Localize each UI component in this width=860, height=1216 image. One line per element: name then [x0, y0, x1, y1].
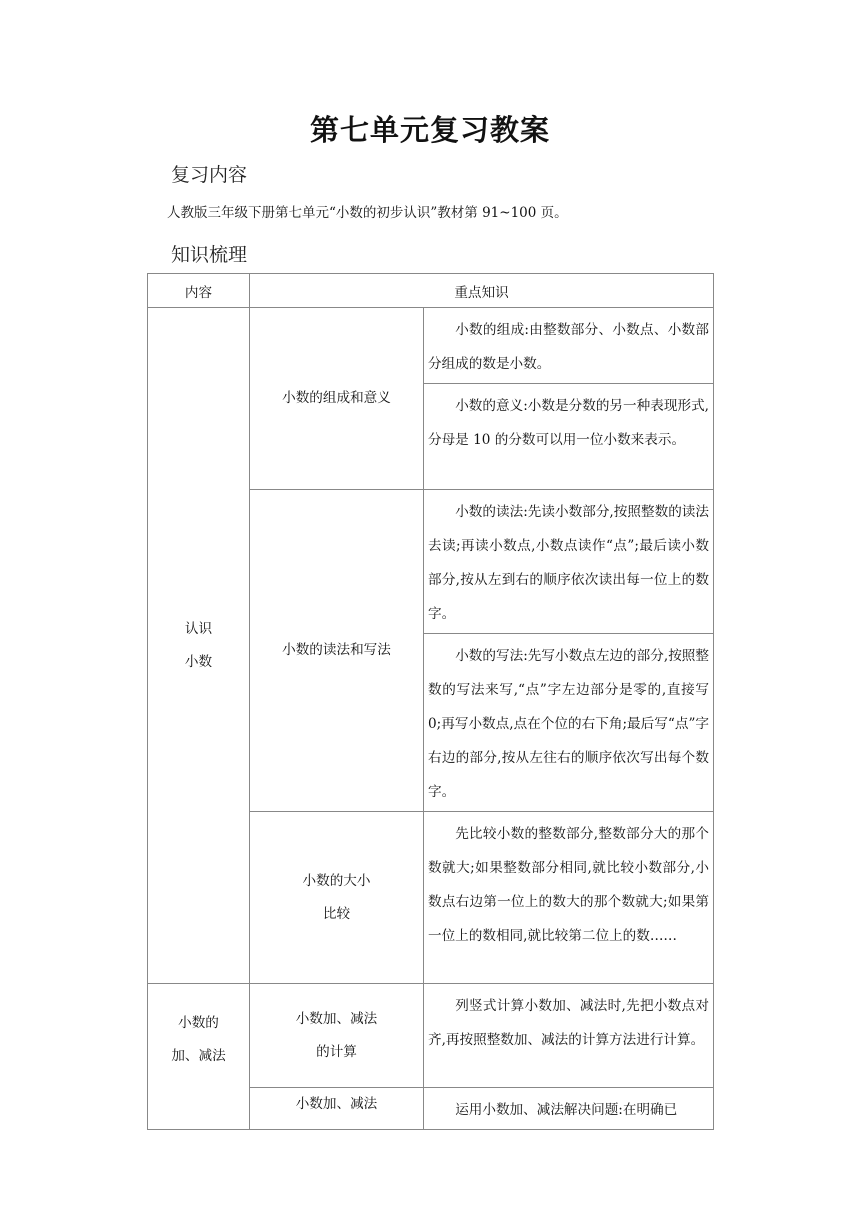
knowledge-cell: 小数的意义:小数是分数的另一种表现形式,分母是 10 的分数可以用一位小数来表示。	[424, 384, 714, 490]
group-label-line: 小数的	[178, 1014, 219, 1031]
knowledge-cell: 小数的读法:先读小数部分,按照整数的读法去读;再读小数点,小数点读作“点”;最后读小数部分,按从左到右的顺序依次读出每一位上的数字。	[424, 490, 714, 634]
header-key-knowledge: 重点知识	[250, 274, 714, 308]
group-label-line: 认识	[184, 620, 213, 637]
table-header-row	[148, 274, 714, 308]
section-heading-content: 复习内容	[171, 164, 248, 186]
topic-cell: 小数的组成和意义	[250, 308, 424, 490]
topic-label-line: 小数的大小	[302, 872, 371, 889]
header-content: 内容	[148, 274, 250, 308]
group-cell-recognize-decimals	[148, 308, 250, 984]
group-label-line: 加、减法	[171, 1047, 226, 1064]
intro-paragraph: 人教版三年级下册第七单元“小数的初步认识”教材第 91~100 页。	[167, 205, 568, 221]
knowledge-cell: 运用小数加、减法解决问题:在明确已	[424, 1088, 714, 1130]
topic-label-line: 的计算	[316, 1043, 357, 1060]
topic-label-line: 小数加、减法	[295, 1010, 378, 1027]
knowledge-table	[147, 273, 714, 1130]
topic-cell	[250, 812, 424, 984]
table-row	[148, 308, 714, 384]
topic-label-line: 比较	[322, 905, 351, 922]
knowledge-cell: 小数的组成:由整数部分、小数点、小数部分组成的数是小数。	[424, 308, 714, 384]
section-heading-knowledge: 知识梳理	[171, 244, 248, 266]
knowledge-cell: 小数的写法:先写小数点左边的部分,按照整数的写法来写,“点”字左边部分是零的,直接写 0;再写小数点,点在个位的右下角;最后写“点”字右边的部分,按从左往右的顺序依次写出每个数字。	[424, 634, 714, 812]
table-row	[148, 984, 714, 1088]
page-title: 第七单元复习教案	[309, 113, 550, 147]
knowledge-cell: 先比较小数的整数部分,整数部分大的那个数就大;如果整数部分相同,就比较小数部分,小数点右边第一位上的数大的那个数就大;如果第一位上的数相同,就比较第二位上的数……	[424, 812, 714, 984]
topic-cell: 小数加、减法	[250, 1088, 424, 1130]
topic-cell	[250, 984, 424, 1088]
group-cell-decimal-add-sub	[148, 984, 250, 1130]
knowledge-cell: 列竖式计算小数加、减法时,先把小数点对齐,再按照整数加、减法的计算方法进行计算。	[424, 984, 714, 1088]
topic-cell: 小数的读法和写法	[250, 490, 424, 812]
group-label-line: 小数	[184, 653, 213, 670]
